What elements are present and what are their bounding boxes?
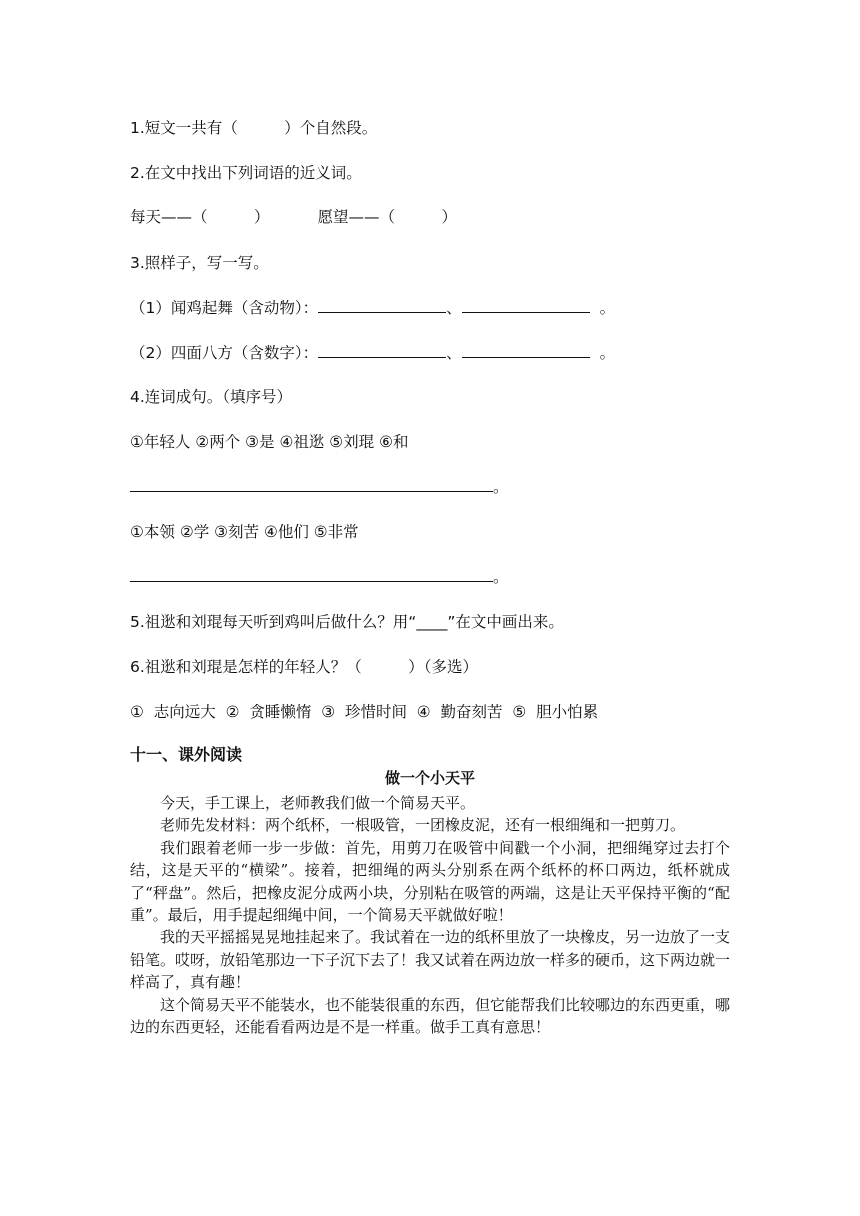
period: 。 [599, 344, 616, 362]
period: 。 [493, 568, 509, 586]
answer-blank[interactable] [462, 343, 590, 358]
question-4-words-1: ①年轻人 ②两个 ③是 ④祖逖 ⑤刘琨 ⑥和 [130, 433, 409, 451]
question-6-options: ① 志向远大 ② 贪睡懒惰 ③ 珍惜时间 ④ 勤奋刻苦 ⑤ 胆小怕累 [130, 703, 599, 721]
article-body [130, 792, 730, 1038]
sentence-line-1 [130, 477, 509, 497]
q3-2-label: （2）四面八方（含数字）： [130, 344, 319, 362]
separator: 、 [446, 344, 462, 362]
paragraph: 这个简易天平不能装水，也不能装很重的东西，但它能帮我们比较哪边的东西更重，哪边的东西更轻，还能看看两边是不是一样重。做手工真有意思！ [130, 995, 731, 1037]
question-3-2 [130, 343, 615, 363]
question-6: 6.祖逖和刘琨是怎样的年轻人？（ ）（多选） [130, 658, 479, 676]
answer-blank[interactable] [130, 567, 493, 582]
synonym-item-daily: 每天——（ ） [130, 208, 270, 226]
answer-blank[interactable] [318, 343, 446, 358]
answer-blank[interactable] [130, 477, 493, 492]
paragraph: 我们跟着老师一步一步做：首先，用剪刀在吸管中间戳一个小洞，把细绳穿过去打个结，这是天平的“横梁”。接着，把细绳的两头分别系在两个纸杯的杯口两边，纸杯就成了“秤盘”。然后，把橡皮泥分成两小块，分别粘在吸管的两端，这是让天平保持平衡的“配重”。最后，用手提起细绳中间，一个简易天平就做好啦！ [130, 838, 730, 925]
sentence-line-2 [130, 567, 509, 587]
question-3-1 [130, 298, 615, 318]
answer-blank[interactable] [462, 298, 590, 313]
question-1: 1.短文一共有（ ）个自然段。 [130, 119, 378, 137]
answer-blank[interactable] [318, 298, 446, 313]
period: 。 [493, 478, 509, 496]
question-4-words-2: ①本领 ②学 ③刻苦 ④他们 ⑤非常 [130, 523, 359, 541]
question-4: 4.连词成句。（填序号） [130, 388, 293, 406]
question-2: 2.在文中找出下列词语的近义词。 [130, 164, 362, 182]
article-title: 做一个小天平 [384, 769, 475, 787]
synonym-item-wish: 愿望——（ ） [317, 208, 458, 226]
period: 。 [599, 299, 616, 317]
paragraph: 今天，手工课上，老师教我们做一个简易天平。 [160, 794, 476, 812]
paragraph: 老师先发材料：两个纸杯，一根吸管，一团橡皮泥，还有一根细绳和一把剪刀。 [160, 816, 686, 835]
question-2-items [130, 207, 457, 227]
question-3: 3.照样子，写一写。 [130, 254, 269, 272]
question-5: 5.祖逖和刘琨每天听到鸡叫后做什么？用“____”在文中画出来。 [130, 613, 564, 631]
section-heading: 十一、课外阅读 [130, 745, 243, 764]
q3-1-label: （1）闻鸡起舞（含动物）： [130, 299, 319, 317]
separator: 、 [446, 299, 462, 317]
paragraph: 我的天平摇摇晃晃地挂起来了。我试着在一边的纸杯里放了一块橡皮，另一边放了一支铅笔。哎呀，放铅笔那边一下子沉下去了！我又试着在两边放一样多的硬币，这下两边就一样高了，真有趣！ [130, 928, 731, 992]
